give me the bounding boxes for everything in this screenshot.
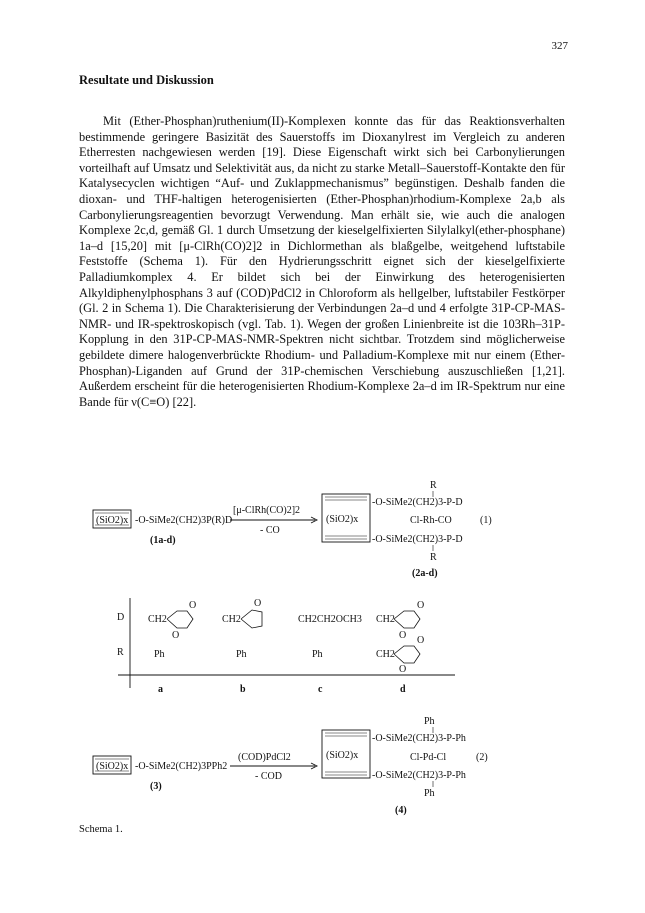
section-heading: Resultate und Diskussion [79, 73, 214, 87]
eq2-reagent-below: - COD [255, 771, 282, 782]
scheme-caption: Schema 1. [79, 824, 123, 835]
ring-oxygen: O [172, 630, 180, 641]
eq1-product-support: (SiO2)x [326, 514, 359, 525]
eq2-product-ph-bottom: Ph [424, 788, 435, 799]
eq2-support: (SiO2)x [96, 761, 129, 772]
eq2-product-support: (SiO2)x [326, 750, 359, 761]
eq1-product-r-top: R [430, 480, 437, 491]
eq2-product-ph-top: Ph [424, 716, 435, 727]
table-col-c: c [318, 684, 323, 695]
eq1-product-r-bottom: R [430, 552, 437, 563]
ring-oxygen: O [417, 635, 425, 646]
eq2-product-line2: -O-SiMe2(CH2)3-P-Ph [372, 770, 466, 781]
table-d-a-ch2: CH2 [148, 614, 167, 625]
substituent-table [117, 598, 455, 695]
ring-oxygen: O [399, 664, 407, 675]
dioxanyl-ring-icon [167, 600, 196, 641]
table-r-b: Ph [236, 649, 247, 660]
eq1-product-line1: -O-SiMe2(CH2)3-P-D [372, 497, 463, 508]
table-col-b: b [240, 684, 246, 695]
table-r-c: Ph [312, 649, 323, 660]
table-r-d-ch2: CH2 [376, 649, 395, 660]
dioxanyl-ring-icon [394, 635, 424, 675]
eq1-reactant-label: (1a-d) [150, 535, 176, 546]
ring-oxygen: O [417, 600, 425, 611]
table-col-d: d [400, 684, 406, 695]
equation-1 [93, 480, 492, 579]
body-paragraph: Mit (Ether-Phosphan)ruthenium(II)-Komplexen konnte das für das Reaktionsverhalten bestimmende geringere Basizität des Sauerstoffs im Dioxanylrest im Vergleich zu anderen Etherresten nachgewiesen werden [19]. Diese Eigenschaft wirkt sich bei Carbonylierungen vorteilhaft auf Umsatz und Selektivität aus, da nicht zu starke Metall–Sauerstoff-Kontakte den für Katalysecyclen wichtigen “Auf- und Zuklappmechanismus” begünstigen. Deshalb fanden die dioxan- und THF-haltigen heterogenisierten (Ether-Phosphan)rhodium-Komplexe 2a,b als Carbonylierungsreagentien bevorzugt Verwendung. Man erhält sie, wie auch die analogen Komplexe 2c,d, gemäß Gl. 1 durch Umsetzung der kieselgelfixierten Silylalkyl(ether-phosphane) 1a–d [15,20] mit [μ-ClRh(CO)2]2 in Dichlormethan als blaßgelbe, weitgehend luftstabile Feststoffe (Schema 1). Für den Hydrierungsschritt eignet sich der kieselgelfixierte Palladiumkomplex 4. Er bildet sich bei der Einwirkung des heterogenisierten Alkyldiphenylphosphans 3 auf (COD)PdCl2 in Chloroform als hellgelber, luftstabiler Festkörper (Gl. 2 in Schema 1). Die Charakterisierung der Verbindungen 2a–d und 4 erfolgte 31P-CP-MAS-NMR- und IR-spektroskopisch (vgl. Tab. 1). Wegen der großen Linienbreite ist die 103Rh–31P-Kopplung in den 31P-CP-MAS-NMR-Spektren nicht sichtbar. Trotzdem sind möglicherweise gebildete dimere halogenverbrückte Rhodium- und Palladium-Komplexe mit nur einem (Ether-Phosphan)-Liganden auf Grund der 31P-chemischen Verschiebung auszuschließen [1,21]. Außerdem erscheint für die heterogenisierten Rhodium-Komplexe 2a–d im IR-Spektrum nur eine Bande für ν(C≡O) [22]. [79, 114, 565, 409]
table-d-b-ch2: CH2 [222, 614, 241, 625]
eq2-reagent: (COD)PdCl2 [238, 752, 291, 763]
eq2-reactant-formula: -O-SiMe2(CH2)3PPh2 [135, 761, 228, 772]
eq2-product-line1: -O-SiMe2(CH2)3-P-Ph [372, 733, 466, 744]
eq1-reagent: [μ-ClRh(CO)2]2 [233, 505, 301, 516]
eq1-product-center: Cl-Rh-CO [410, 515, 452, 526]
eq2-product-label: (4) [395, 805, 407, 816]
eq2-number: (2) [476, 752, 488, 763]
reaction-scheme [0, 480, 645, 820]
ring-oxygen: O [399, 630, 407, 641]
eq1-reagent-below: - CO [260, 525, 280, 536]
table-row-R: R [117, 647, 124, 658]
eq1-support: (SiO2)x [96, 515, 129, 526]
page-number: 327 [551, 40, 568, 52]
ring-oxygen: O [189, 600, 197, 611]
table-d-d-ch2: CH2 [376, 614, 395, 625]
table-col-a: a [158, 684, 163, 695]
ring-oxygen: O [254, 598, 262, 609]
eq2-product-center: Cl-Pd-Cl [410, 752, 447, 763]
eq1-product-line2: -O-SiMe2(CH2)3-P-D [372, 534, 463, 545]
eq2-reactant-label: (3) [150, 781, 162, 792]
eq1-number: (1) [480, 515, 492, 526]
table-r-a: Ph [154, 649, 165, 660]
table-d-c: CH2CH2OCH3 [298, 614, 362, 625]
tetrahydrofuran-ring-icon [241, 598, 262, 628]
eq1-reactant-formula: -O-SiMe2(CH2)3P(R)D [135, 515, 233, 526]
table-row-D: D [117, 612, 125, 623]
equation-2 [93, 716, 488, 816]
eq1-product-label: (2a-d) [412, 568, 438, 579]
